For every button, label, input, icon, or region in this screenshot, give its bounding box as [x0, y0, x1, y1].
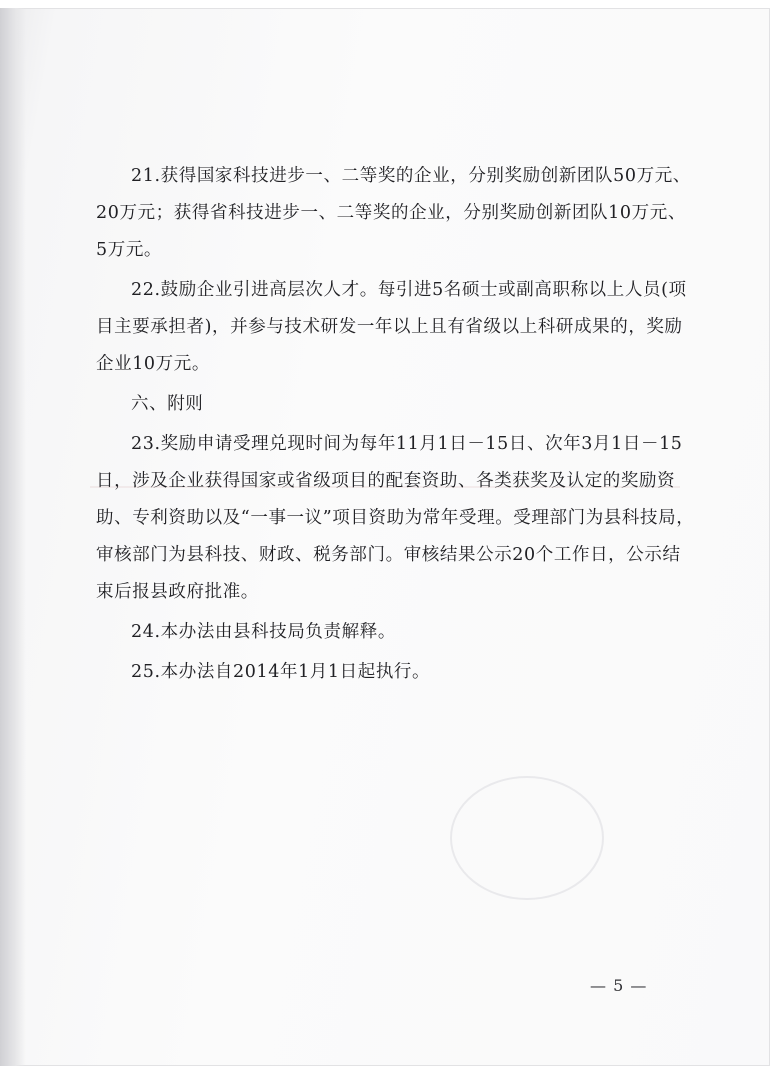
section-heading: 六、附则 [131, 394, 204, 414]
paragraph-22: 22.鼓励企业引进高层次人才。每引进5名硕士或副高职称以上人员(项目主要承担者)，并参与技术研发一年以上且有省级以上科研成果的，奖励企业10万元。 [96, 280, 687, 374]
paragraph-25: 25.本办法自2014年1月1日起执行。 [131, 662, 431, 682]
binding-shadow [0, 8, 26, 1066]
paragraph-21: 21.获得国家科技进步一、二等奖的企业，分别奖励创新团队50万元、20万元；获得省科技进步一、二等奖的企业，分别奖励创新团队10万元、5万元。 [96, 166, 691, 260]
paragraph-23: 23.奖励申请受理兑现时间为每年11月1日－15日、次年3月1日－15日，涉及企业获得国家或省级项目的配套资助、各类获奖及认定的奖励资助、专利资助以及“一事一议”项目资助为常年受理。受理部门为县科技局，审核部门为县科技、财政、税务部门。审核结果公示20个工作日，公示结束后报县政府批准。 [96, 434, 695, 602]
document-body [96, 158, 696, 691]
document-page [0, 8, 770, 1066]
paragraph-24: 24.本办法由县科技局负责解释。 [131, 622, 396, 642]
bleed-through-seal [450, 776, 604, 900]
page-number: — 5 — [590, 976, 648, 995]
